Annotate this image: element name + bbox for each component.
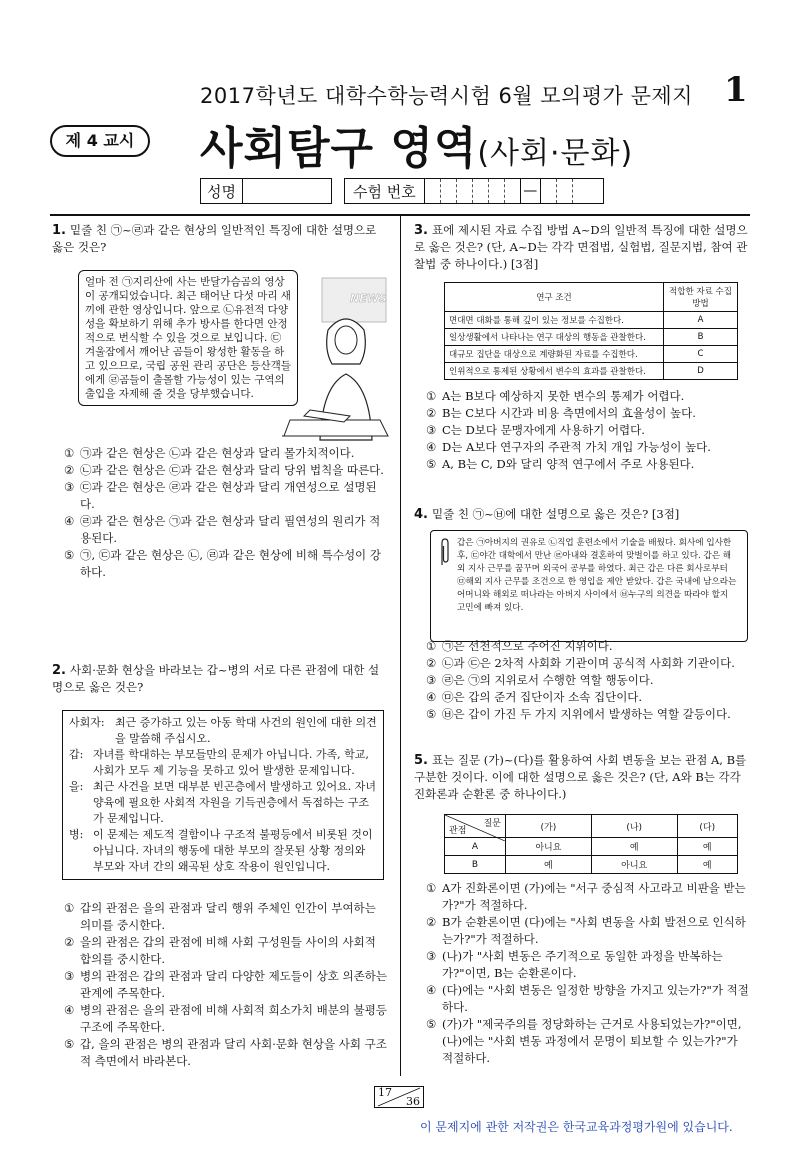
choice[interactable]: ② ㉡과 같은 현상은 ㉢과 같은 현상과 달리 당위 법칙을 따른다. <box>64 463 384 477</box>
page-current: 17 <box>378 1086 392 1099</box>
question-5 <box>414 752 750 803</box>
table-header: 연구 조건 <box>445 283 664 312</box>
news-speech-bubble: 얼마 전 ㉠지리산에 사는 반달가슴곰의 영상이 공개되었습니다. 최근 태어난 다섯 마리 새끼에 관한 영상입니다. 앞으로 ㉡유전적 다양성을 확보하기 위해 추가 방사를 한다면 안정적으로 번식할 수 있을 것으로 보입니다. ㉢겨울잠에서 깨어난 곰들이 왕성한 활동을 하고 있으므로, 국립 공원 관리 공단은 등산객들에게 ㉣곰들이 출몰할 가능성이 있는 구역의 출입을 자제해 줄 것을 당부했습니다. <box>78 270 298 406</box>
exam-number-dash: — <box>521 179 541 203</box>
choice[interactable]: ④ ㉤은 갑의 준거 집단이자 소속 집단이다. <box>426 690 643 704</box>
q3-choices <box>426 388 752 473</box>
table-row: 일상생활에서 나타나는 연구 대상의 행동을 관찰한다. B <box>445 329 738 346</box>
table-row: 대규모 집단을 대상으로 계량화된 자료를 수집한다. C <box>445 346 738 363</box>
choice[interactable]: ③ 병의 관점은 갑의 관점과 달리 다양한 제도들이 상호 의존하는 관계에 주목한다. <box>64 969 387 1000</box>
table-row: A 아니요 예 예 <box>445 838 738 856</box>
news-anchor-illustration <box>280 270 390 448</box>
name-label: 성명 <box>201 179 243 203</box>
choice[interactable]: ① A는 B보다 예상하지 못한 변수의 통제가 어렵다. <box>426 389 685 403</box>
question-stem: 밑줄 친 ㉠~㉣과 같은 현상의 일반적인 특징에 대한 설명으로 옳은 것은? <box>52 223 377 254</box>
copyright-note: 이 문제지에 관한 저작권은 한국교육과정평가원에 있습니다. <box>420 1120 733 1134</box>
exam-title: 2017학년도 대학수학능력시험 6월 모의평가 문제지 <box>200 84 693 108</box>
question-number: 4. <box>414 507 428 522</box>
dialogue-line: 병: 이 문제는 제도적 결함이나 구조적 불평등에서 비롯된 것이 아닙니다. 자녀의 행동에 대한 부모의 잘못된 상황 정의와 부모와 자녀 간의 왜곡된 상호 작용이 원인입니다. <box>69 828 373 873</box>
dialogue-line: 사회자: 최근 증가하고 있는 아동 학대 사건의 원인에 대한 의견을 말씀해 주십시오. <box>69 716 377 745</box>
choice[interactable]: ② B는 C보다 시간과 비용 측면에서의 효율성이 높다. <box>426 406 696 420</box>
exam-number-box <box>344 178 604 204</box>
choice[interactable]: ④ (다)에는 "사회 변동은 일정한 방향을 가지고 있는가?"가 적절하다. <box>426 983 749 1014</box>
choice[interactable]: ⑤ 갑, 을의 관점은 병의 관점과 달리 사회·문화 현상을 사회 구조적 측면에서 바라본다. <box>64 1037 387 1068</box>
table-header: (다) <box>677 815 737 838</box>
exam-number-cell[interactable] <box>541 179 557 203</box>
question-stem: 표는 질문 (가)~(다)를 활용하여 사회 변동을 보는 관점 A, B를 구분한 것이다. 이에 대한 설명으로 옳은 것은? (단, A와 B는 각각 진화론과 순환론 중 하나이다.) <box>414 753 747 801</box>
subject-name: 사회탐구 영역 <box>200 123 478 174</box>
question-1 <box>52 222 388 256</box>
table-row: 면대면 대화를 통해 깊이 있는 정보를 수집한다. A <box>445 312 738 329</box>
exam-number-cell[interactable] <box>489 179 505 203</box>
choice[interactable]: ③ ㉣은 ㉠의 지위로서 수행한 역할 행동이다. <box>426 673 654 687</box>
exam-number-cell[interactable] <box>557 179 573 203</box>
q5-choices <box>426 880 752 1067</box>
choice[interactable]: ⑤ ㉠, ㉢과 같은 현상은 ㉡, ㉣과 같은 현상에 비해 특수성이 강하다. <box>64 548 381 579</box>
choice[interactable]: ⑤ (가)가 "제국주의를 정당화하는 근거로 사용되었는가?"이면, (나)에는 "사회 변동 과정에서 문명이 퇴보할 수 있는가?"가 적절하다. <box>426 1017 742 1065</box>
q4-choices <box>426 638 752 723</box>
q2-choices <box>64 900 390 1070</box>
choice[interactable]: ① 갑의 관점은 을의 관점과 달리 행위 주체인 인간이 부여하는 의미를 중시한다. <box>64 901 376 932</box>
exam-number-cell[interactable] <box>457 179 473 203</box>
question-stem: 표에 제시된 자료 수집 방법 A~D의 일반적 특징에 대한 설명으로 옳은 것은? (단, A~D는 각각 면접법, 실험법, 질문지법, 참여 관찰법 중 하나이다.) [3점] <box>414 223 748 271</box>
news-anchor-icon <box>280 270 390 448</box>
memo-box <box>430 530 748 642</box>
question-number: 2. <box>52 663 66 678</box>
question-stem: 밑줄 친 ㉠~㉥에 대한 설명으로 옳은 것은? [3점] <box>431 507 680 521</box>
exam-number-cell[interactable] <box>505 179 521 203</box>
choice[interactable]: ① A가 진화론이면 (가)에는 "서구 중심적 사고라고 비판을 받는가?"가 적절하다. <box>426 881 746 912</box>
period-badge: 제 4 교시 <box>50 125 150 157</box>
footer-page-indicator <box>374 1086 424 1108</box>
column-divider <box>400 216 401 1076</box>
table-row: B 예 아니요 예 <box>445 856 738 874</box>
exam-number-cells[interactable] <box>425 179 589 203</box>
choice[interactable]: ① ㉠은 선천적으로 주어진 지위이다. <box>426 639 613 653</box>
id-row <box>200 178 604 204</box>
choice[interactable]: ⑤ A, B는 C, D와 달리 양적 연구에서 주로 사용된다. <box>426 457 695 471</box>
choice[interactable]: ③ (나)가 "사회 변동은 주기적으로 동일한 과정을 반복하는가?"이면, B는 순환론이다. <box>426 949 723 980</box>
question-number: 1. <box>52 223 66 238</box>
exam-number-cell[interactable] <box>473 179 489 203</box>
table-header: (가) <box>506 815 592 838</box>
choice[interactable]: ② B가 순환론이면 (다)에는 "사회 변동을 사회 발전으로 인식하는가?"가 적절하다. <box>426 915 746 946</box>
exam-number-cell[interactable] <box>425 179 441 203</box>
question-stem: 사회·문화 현상을 바라보는 갑~병의 서로 다른 관점에 대한 설명으로 옳은 것은? <box>52 663 380 694</box>
name-box <box>200 178 332 204</box>
perspective-table <box>444 814 738 874</box>
memo-text: 갑은 ㉠아버지의 권유로 ㉡직업 훈련소에서 기술을 배웠다. 회사에 입사한 후, ㉢야간 대학에서 만난 ㉣아내와 결혼하여 맞벌이를 하고 있다. 갑은 해외 지사 근무를 꿈꾸며 외국어 공부를 하였다. 최근 갑은 다른 회사로부터 ㉤해외 지사 근무를 조건으로 한 영입을 제안 받았다. 갑은 국내에 남으라는 어머니와 해외로 떠나라는 아버지 사이에서 ㉥누구의 의견을 따라야 할지 고민에 빠져 있다. <box>457 538 737 613</box>
table-corner: 질문 관점 <box>445 815 506 838</box>
subject-subtitle: (사회·문화) <box>477 136 634 171</box>
choice[interactable]: ③ ㉢과 같은 현상은 ㉣과 같은 현상과 달리 개연성으로 설명된다. <box>64 480 377 511</box>
question-2 <box>52 662 388 696</box>
choice[interactable]: ④ 병의 관점은 을의 관점에 비해 사회적 희소가치 배분의 불평등 구조에 주목한다. <box>64 1003 387 1034</box>
choice[interactable]: ① ㉠과 같은 현상은 ㉡과 같은 현상과 달리 몰가치적이다. <box>64 446 355 460</box>
table-header: (나) <box>591 815 677 838</box>
page-number: 1 <box>724 70 748 110</box>
name-field[interactable] <box>243 179 331 203</box>
table-header: 적합한 자료 수집 방법 <box>664 283 738 312</box>
paperclip-icon <box>437 537 453 567</box>
subject-title <box>200 112 633 176</box>
dialogue-line: 을: 최근 사건을 보면 대부분 빈곤층에서 발생하고 있어요. 자녀 양육에 필요한 사회적 자원을 기득권층에서 독점하는 구조가 문제입니다. <box>69 780 376 825</box>
table-row: 인위적으로 통제된 상황에서 변수의 효과를 관찰한다. D <box>445 363 738 380</box>
choice[interactable]: ② 을의 관점은 갑의 관점에 비해 사회 구성원들 사이의 사회적 합의를 중시한다. <box>64 935 376 966</box>
data-collection-table <box>444 282 738 380</box>
choice[interactable]: ③ C는 D보다 문맹자에게 사용하기 어렵다. <box>426 423 645 437</box>
choice[interactable]: ⑤ ㉥은 갑이 가진 두 가지 지위에서 발생하는 역할 갈등이다. <box>426 707 731 721</box>
choice[interactable]: ② ㉡과 ㉢은 2차적 사회화 기관이며 공식적 사회화 기관이다. <box>426 656 735 670</box>
page-total: 36 <box>406 1095 420 1108</box>
exam-number-cell[interactable] <box>573 179 589 203</box>
question-number: 5. <box>414 753 428 768</box>
choice[interactable]: ④ ㉣과 같은 현상은 ㉠과 같은 현상과 달리 필연성의 원리가 적용된다. <box>64 514 381 545</box>
dialogue-box <box>62 710 384 880</box>
exam-number-cell[interactable] <box>441 179 457 203</box>
exam-number-label: 수험 번호 <box>345 179 425 203</box>
question-3 <box>414 222 750 273</box>
dialogue-line: 갑: 자녀를 학대하는 부모들만의 문제가 아닙니다. 가족, 학교, 사회가 모두 제 기능을 못하고 있어 발생한 문제입니다. <box>69 748 369 777</box>
question-4 <box>414 506 750 523</box>
q1-choices <box>64 445 390 581</box>
news-label: NEWS <box>350 292 387 305</box>
question-number: 3. <box>414 223 428 238</box>
choice[interactable]: ④ D는 A보다 연구자의 주관적 가치 개입 가능성이 높다. <box>426 440 711 454</box>
